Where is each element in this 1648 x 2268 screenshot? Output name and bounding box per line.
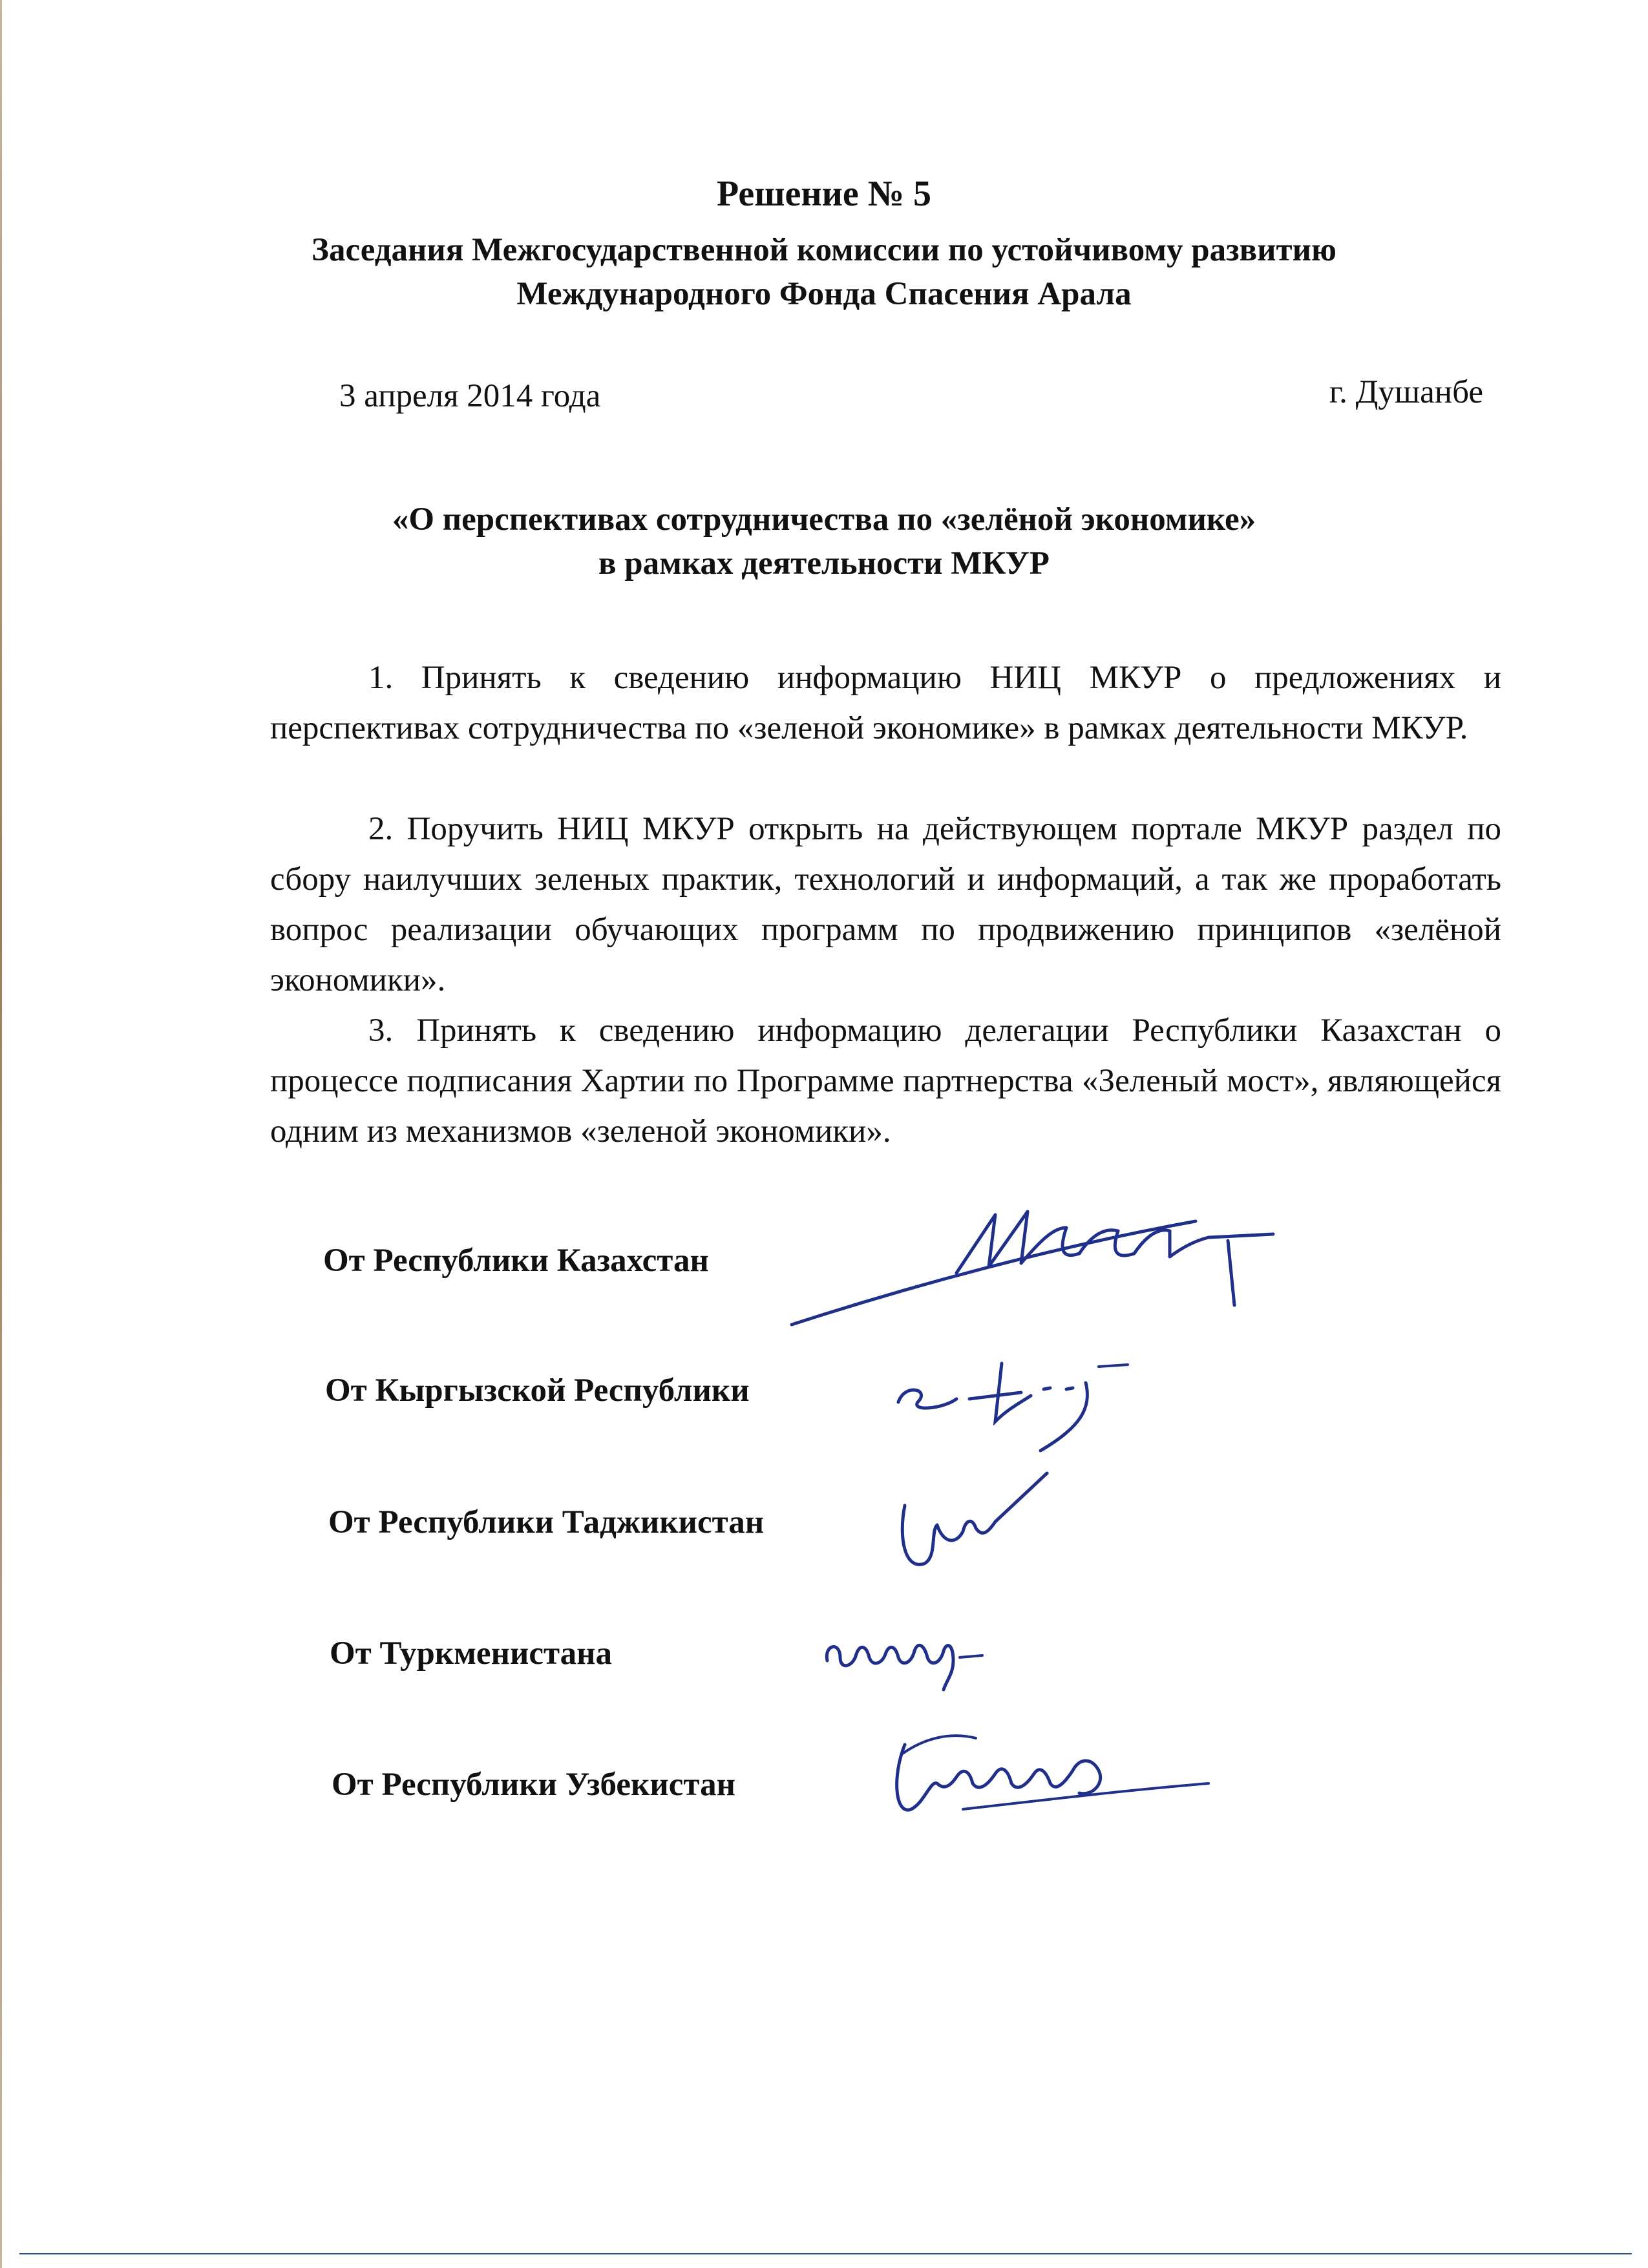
signature-kazakhstan [782, 1202, 1312, 1331]
paragraph-text: 2. Поручить НИЦ МКУР открыть на действующем портале МКУР раздел по сбору наилучших зеленых практик, технологий и информаций, а так же проработать вопрос реализации обучающих программ по продвижению принципов «зелёной экономики». [270, 811, 1501, 998]
signatory-label-kyrgyzstan: От Кыргызской Республики [325, 1372, 750, 1409]
decision-paragraph-2 [270, 804, 1501, 1005]
signature-kyrgyzstan [892, 1338, 1137, 1454]
signature-tajikistan [892, 1467, 1060, 1583]
signatory-label-tajikistan: От Республики Таджикистан [328, 1504, 765, 1540]
document-subtitle-line1: Заседания Межгосударственной комиссии по устойчивому развитию [312, 232, 1336, 268]
signature-uzbekistan [885, 1719, 1221, 1848]
document-subtitle-line2: Международного Фонда Спасения Арала [516, 276, 1132, 312]
signatory-label-turkmenistan: От Туркменистана [330, 1635, 613, 1672]
document-date: 3 апреля 2014 года [339, 378, 601, 414]
signatory-label-kazakhstan: От Республики Казахстан [323, 1243, 709, 1279]
document-title: Решение № 5 [716, 174, 932, 214]
paragraph-text: 1. Принять к сведению информацию НИЦ МКУР о предложениях и перспективах сотрудничества по «зеленой экономике» в рамках деятельности МКУР. [270, 660, 1501, 746]
paragraph-text: 3. Принять к сведению информацию делегации Республики Казахстан о процессе подписания Хартии по Программе партнерства «Зеленый мост», являющейся одним из механизмов «зеленой экономики». [270, 1013, 1501, 1150]
scan-edge-left [0, 0, 2, 2268]
signatory-label-uzbekistan: От Республики Узбекистан [332, 1767, 735, 1803]
decision-topic-line2: в рамках деятельности МКУР [598, 545, 1050, 582]
scan-edge-bottom [19, 2253, 1632, 2254]
decision-paragraph-1 [270, 653, 1501, 753]
decision-topic-line1: «О перспективах сотрудничества по «зелёной экономике» [392, 501, 1256, 538]
decision-paragraph-3 [270, 1005, 1501, 1157]
signature-turkmenistan [821, 1609, 989, 1693]
document-city: г. Душанбе [1329, 374, 1483, 410]
